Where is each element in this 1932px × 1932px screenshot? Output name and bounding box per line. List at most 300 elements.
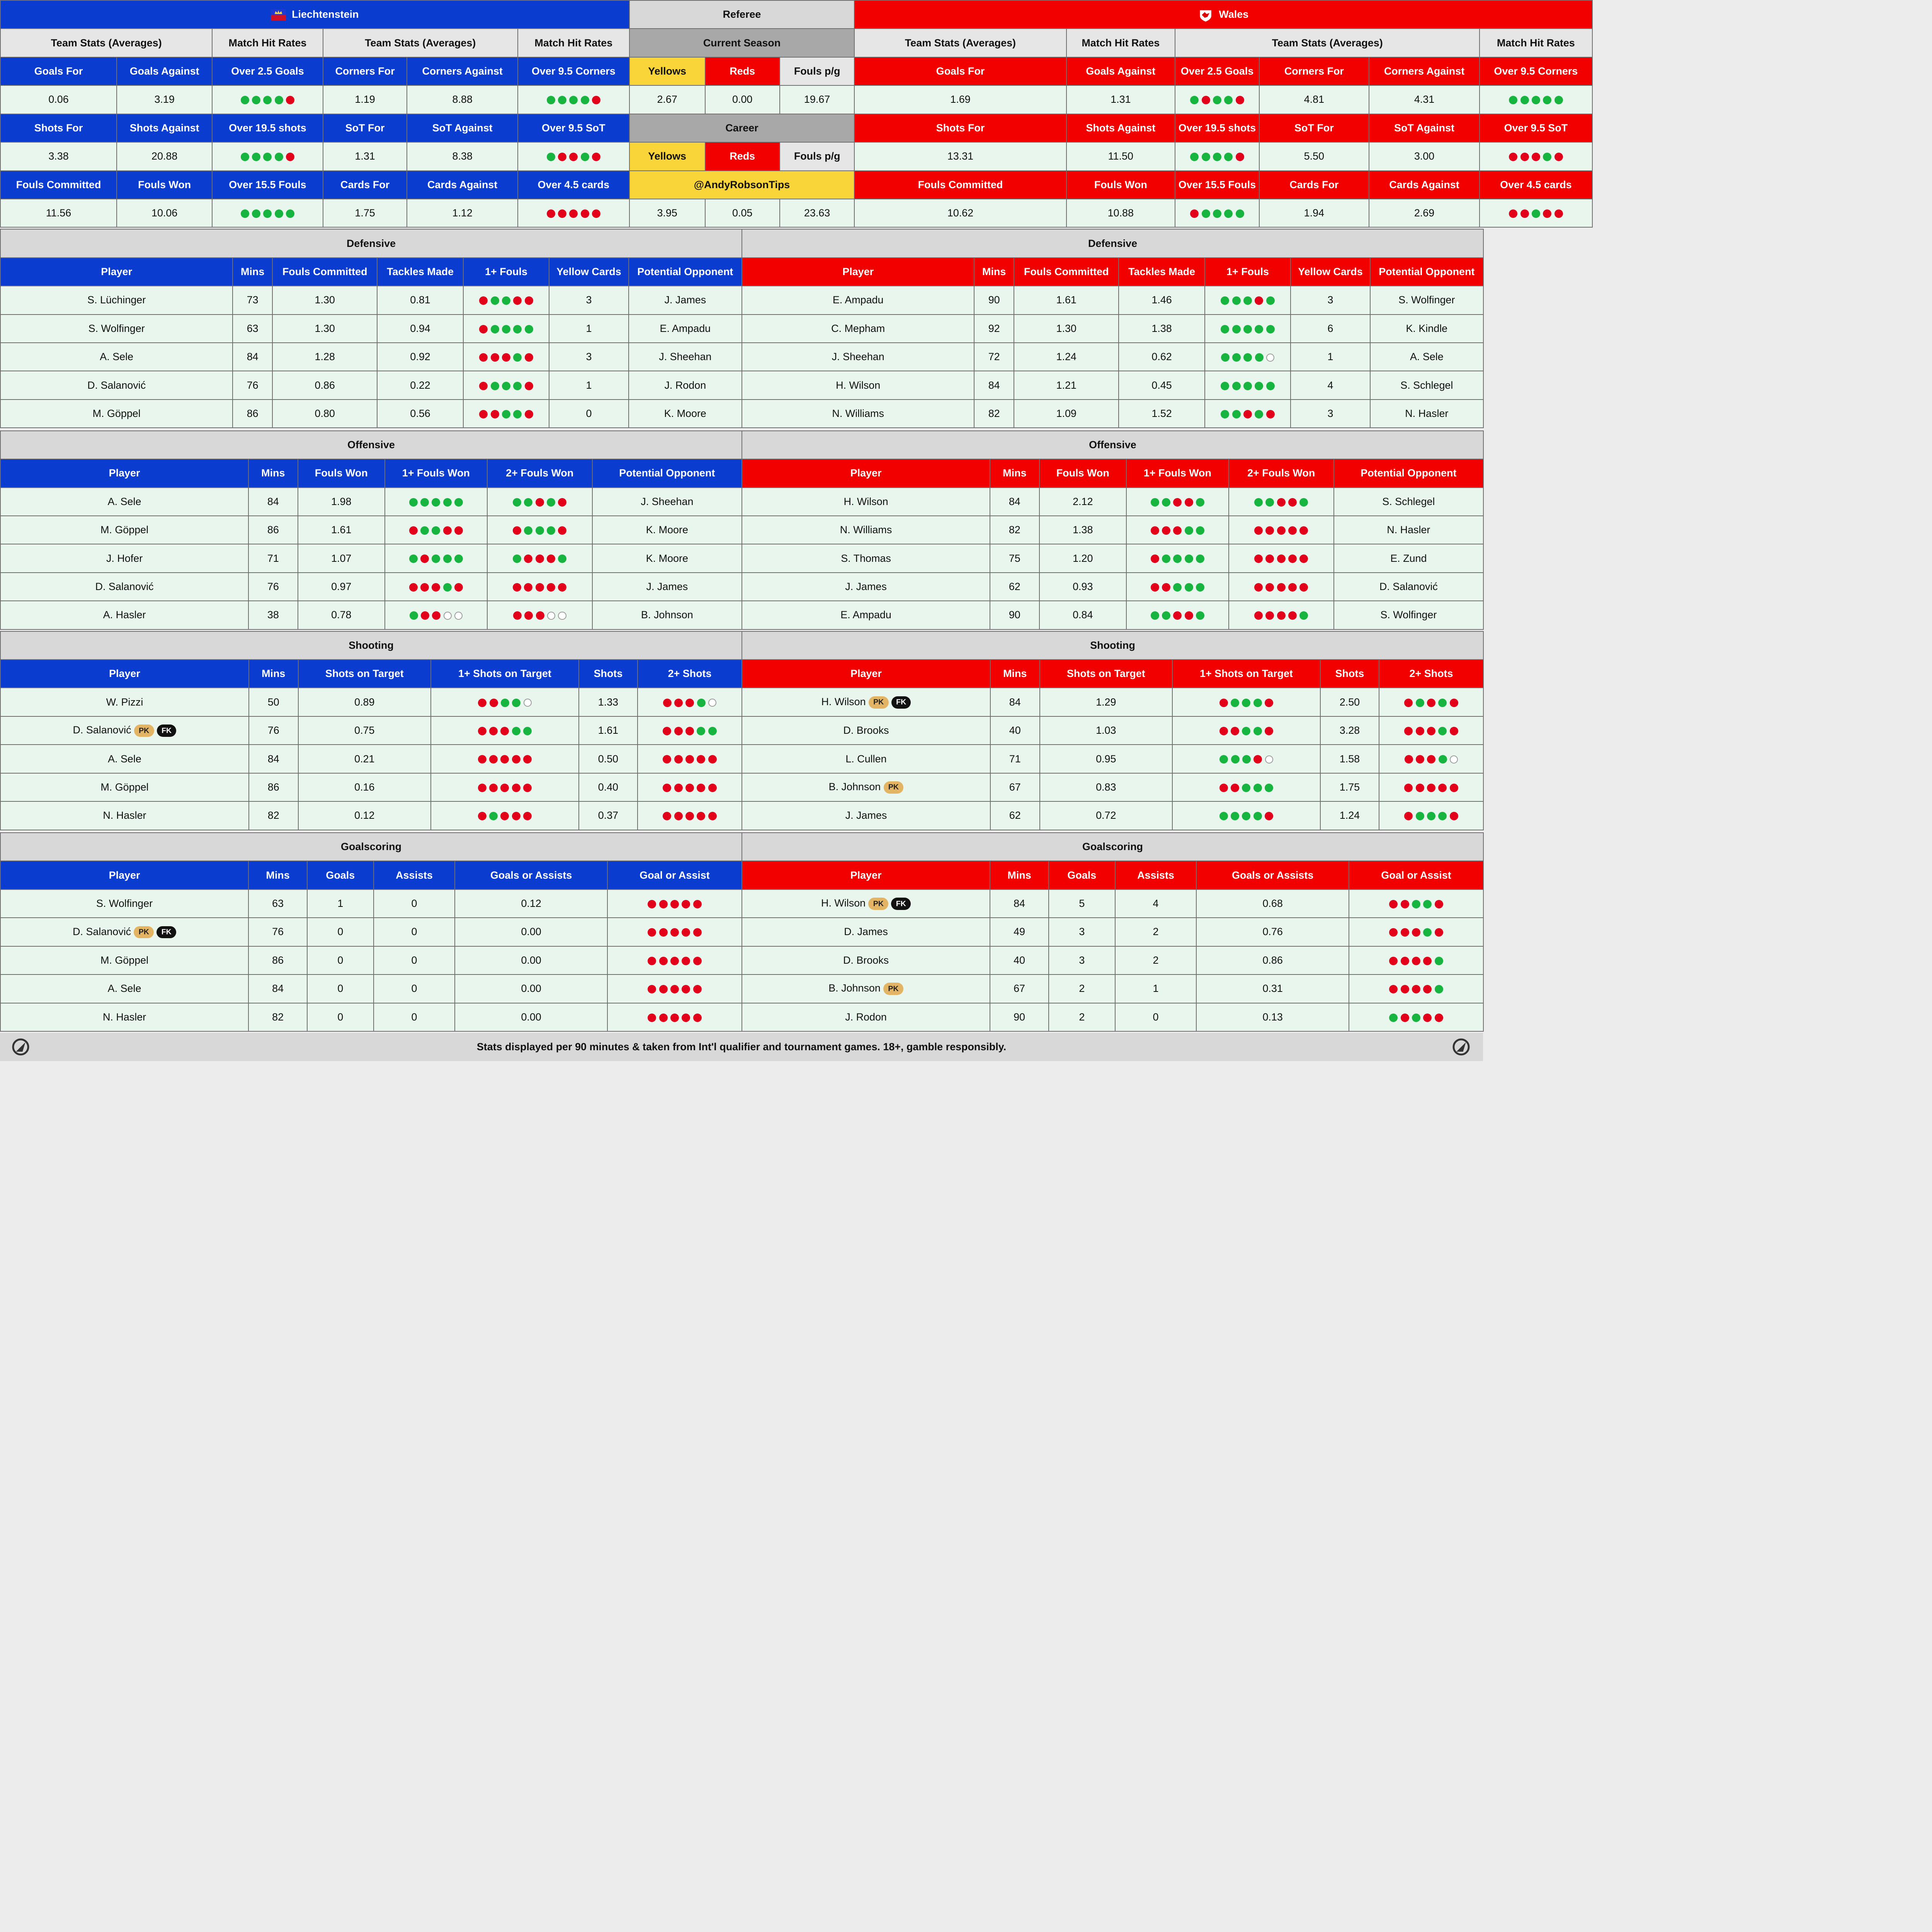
left-hit-rate	[518, 142, 629, 170]
miss-dot-icon	[1389, 900, 1398, 908]
miss-dot-icon	[1412, 957, 1420, 965]
defensive-column-header: Potential Opponent	[1370, 258, 1483, 286]
hit-rate-dots	[1509, 153, 1563, 161]
hit-rate-dots	[1389, 985, 1443, 993]
left-stat-header: Goals Against	[117, 57, 212, 85]
hit-dot-icon	[1196, 583, 1204, 592]
miss-dot-icon	[1389, 928, 1398, 937]
player-name: D. Salanović	[0, 371, 233, 399]
miss-dot-icon	[489, 755, 498, 764]
stat-cell: 3	[1291, 286, 1370, 314]
hit-rate-cell	[638, 716, 742, 745]
offensive-column-header: Potential Opponent	[592, 459, 742, 487]
miss-dot-icon	[1185, 498, 1193, 507]
hit-dot-icon	[1254, 498, 1263, 507]
left-stat-value: 11.56	[0, 199, 117, 227]
table-row	[0, 773, 742, 801]
table-row	[742, 601, 1483, 629]
miss-dot-icon	[1299, 526, 1308, 535]
hit-rate-dots	[1254, 554, 1308, 563]
hit-dot-icon	[1219, 812, 1228, 820]
stat-cell: K. Kindle	[1370, 315, 1483, 343]
hit-dot-icon	[252, 153, 260, 161]
hit-dot-icon	[558, 554, 566, 563]
hit-dot-icon	[263, 209, 272, 218]
stat-cell: 82	[248, 1003, 307, 1031]
hit-dot-icon	[1221, 296, 1229, 305]
hit-rate-dots	[1221, 382, 1274, 390]
miss-dot-icon	[1236, 96, 1244, 104]
hit-rate-cell	[385, 601, 487, 629]
stat-cell: 0.68	[1196, 889, 1349, 918]
table-row	[742, 315, 1483, 343]
hit-rate-cell	[385, 488, 487, 516]
hit-dot-icon	[513, 382, 522, 390]
hit-dot-icon	[1266, 325, 1275, 333]
left-team-stats-label-2: Team Stats (Averages)	[323, 29, 518, 57]
player-name: J. Rodon	[845, 1011, 887, 1023]
hit-rate-dots	[1405, 755, 1458, 764]
hit-rate-cell	[638, 801, 742, 830]
miss-dot-icon	[648, 985, 656, 993]
miss-dot-icon	[1450, 727, 1458, 735]
right-shooting-table	[742, 631, 1484, 830]
penalty-taker-badge: PK	[884, 781, 904, 794]
miss-dot-icon	[443, 526, 452, 535]
left-stat-header: Over 4.5 cards	[518, 171, 629, 199]
left-hit-rate	[212, 199, 323, 227]
player-name: A. Sele	[108, 753, 141, 765]
goalscoring-column-header: Goal or Assist	[1349, 861, 1483, 889]
hit-dot-icon	[491, 296, 499, 305]
miss-dot-icon	[708, 784, 717, 792]
table-row	[0, 371, 742, 399]
left-stat-header: Over 2.5 Goals	[212, 57, 323, 85]
miss-dot-icon	[1404, 727, 1413, 735]
referee-label: Referee	[629, 0, 855, 29]
miss-dot-icon	[1255, 296, 1263, 305]
right-hit-rate	[1175, 199, 1259, 227]
stat-cell: 84	[249, 745, 298, 773]
miss-dot-icon	[685, 812, 694, 820]
hit-dot-icon	[1221, 325, 1229, 333]
miss-dot-icon	[1412, 985, 1420, 993]
stat-cell: 1.20	[1039, 544, 1126, 572]
miss-dot-icon	[478, 727, 486, 735]
stat-cell: 0.40	[579, 773, 638, 801]
miss-dot-icon	[1265, 526, 1274, 535]
stat-cell: 63	[233, 315, 272, 343]
hit-dot-icon	[1151, 611, 1159, 620]
shooting-column-header: Shots	[579, 660, 638, 688]
miss-dot-icon	[1520, 153, 1529, 161]
defensive-section-title: Defensive	[0, 229, 742, 257]
miss-dot-icon	[1509, 209, 1517, 218]
miss-dot-icon	[1423, 1014, 1432, 1022]
stat-cell: 84	[990, 488, 1039, 516]
hit-dot-icon	[432, 498, 440, 507]
stat-cell: 0.78	[298, 601, 385, 629]
table-row	[742, 516, 1483, 544]
right-stat-header: Over 9.5 Corners	[1480, 57, 1592, 85]
miss-dot-icon	[490, 699, 498, 707]
right-stat-header: Shots Against	[1066, 114, 1175, 142]
miss-dot-icon	[432, 611, 440, 620]
right-stat-header: Over 2.5 Goals	[1175, 57, 1259, 85]
right-hit-rate	[1480, 142, 1592, 170]
hit-rate-dots	[1389, 900, 1443, 908]
penalty-taker-badge: PK	[134, 926, 154, 939]
hit-dot-icon	[1231, 812, 1239, 820]
hit-dot-icon	[513, 325, 522, 333]
miss-dot-icon	[421, 611, 429, 620]
hit-dot-icon	[432, 554, 440, 563]
hit-rate-dots	[1219, 755, 1273, 764]
stat-cell: 0	[374, 889, 455, 918]
right-stat-header: SoT For	[1259, 114, 1369, 142]
table-row	[0, 544, 742, 572]
free-kick-taker-badge: FK	[891, 898, 911, 910]
hit-rate-cell	[385, 544, 487, 572]
stat-cell: 2.12	[1039, 488, 1126, 516]
stat-cell: 86	[249, 773, 298, 801]
miss-dot-icon	[1253, 755, 1262, 764]
table-row	[0, 573, 742, 601]
stat-cell: 84	[990, 688, 1040, 716]
stat-cell: 86	[248, 946, 307, 975]
hit-rate-dots	[1404, 812, 1458, 820]
empty-dot-icon	[524, 699, 532, 707]
miss-dot-icon	[693, 957, 702, 965]
miss-dot-icon	[513, 583, 521, 592]
hit-dot-icon	[454, 498, 463, 507]
player-name: S. Lüchinger	[0, 286, 233, 314]
stat-cell: 1	[549, 371, 628, 399]
right-stat-header: Fouls Won	[1066, 171, 1175, 199]
hit-dot-icon	[420, 526, 429, 535]
empty-dot-icon	[1265, 755, 1273, 764]
hit-dot-icon	[1543, 153, 1551, 161]
hit-dot-icon	[512, 699, 520, 707]
stat-cell: 0.22	[377, 371, 463, 399]
hit-rate-dots	[663, 812, 716, 820]
player-name: M. Göppel	[100, 954, 149, 966]
stat-cell: 1.30	[272, 315, 377, 343]
miss-dot-icon	[1266, 410, 1275, 418]
hit-rate-cell	[638, 688, 742, 716]
right-hit-rate	[1175, 142, 1259, 170]
hit-dot-icon	[1202, 209, 1210, 218]
right-stat-value: 1.69	[854, 85, 1066, 114]
miss-dot-icon	[1532, 153, 1540, 161]
hit-dot-icon	[1509, 96, 1517, 104]
miss-dot-icon	[1405, 755, 1413, 764]
referee-current-value: 0.00	[705, 85, 780, 114]
stat-cell: 6	[1291, 315, 1370, 343]
stat-cell: 90	[990, 1003, 1049, 1031]
miss-dot-icon	[1219, 727, 1228, 735]
empty-dot-icon	[444, 612, 452, 620]
right-stat-header: Goals Against	[1066, 57, 1175, 85]
shooting-column-header: 2+ Shots	[638, 660, 742, 688]
miss-dot-icon	[1416, 727, 1424, 735]
hit-rate-dots	[1389, 957, 1443, 965]
player-name: A. Hasler	[0, 601, 248, 629]
hit-dot-icon	[1185, 526, 1193, 535]
penalty-taker-badge: PK	[883, 983, 903, 995]
player-cell	[742, 946, 990, 975]
stat-cell: 0.72	[1040, 801, 1173, 830]
left-stat-value: 3.38	[0, 142, 117, 170]
hit-dot-icon	[524, 498, 532, 507]
hit-rate-dots	[478, 812, 532, 820]
miss-dot-icon	[693, 900, 702, 908]
hit-dot-icon	[502, 410, 510, 418]
stat-cell: 0	[374, 975, 455, 1003]
miss-dot-icon	[1277, 554, 1286, 563]
table-row	[742, 573, 1483, 601]
stat-cell: 2	[1049, 975, 1115, 1003]
right-stat-value: 1.31	[1066, 85, 1175, 114]
left-hit-rate	[212, 142, 323, 170]
miss-dot-icon	[1435, 900, 1443, 908]
stat-cell: 0.86	[272, 371, 377, 399]
stat-cell: 0.92	[377, 343, 463, 371]
stat-cell: 0	[307, 946, 374, 975]
hit-dot-icon	[1213, 209, 1221, 218]
hit-rate-dots	[1509, 96, 1563, 104]
miss-dot-icon	[1219, 699, 1228, 707]
left-stat-value: 1.12	[407, 199, 517, 227]
miss-dot-icon	[512, 812, 520, 820]
right-stat-value: 2.69	[1369, 199, 1480, 227]
left-team-stats-label: Team Stats (Averages)	[0, 29, 212, 57]
player-name: S. Wolfinger	[0, 315, 233, 343]
shooting-column-header: 1+ Shots on Target	[431, 660, 579, 688]
right-stat-value: 5.50	[1259, 142, 1369, 170]
hit-rate-dots	[479, 325, 533, 333]
miss-dot-icon	[558, 498, 566, 507]
miss-dot-icon	[648, 1014, 656, 1022]
referee-header: Fouls p/g	[780, 57, 854, 85]
miss-dot-icon	[479, 296, 488, 305]
miss-dot-icon	[512, 755, 520, 764]
defensive-column-header: Fouls Committed	[1014, 258, 1119, 286]
stat-cell: J. Sheehan	[629, 343, 742, 371]
miss-dot-icon	[558, 583, 566, 592]
miss-dot-icon	[648, 900, 656, 908]
hit-rate-dots	[241, 153, 294, 161]
player-name: C. Mepham	[742, 315, 974, 343]
hit-dot-icon	[1423, 928, 1432, 937]
stat-cell: 1.38	[1119, 315, 1204, 343]
left-stat-header: Corners For	[323, 57, 407, 85]
right-stat-value: 4.31	[1369, 85, 1480, 114]
hit-rate-dots	[478, 755, 532, 764]
stat-cell: 3.28	[1320, 716, 1379, 745]
hit-dot-icon	[1232, 353, 1241, 362]
left-shooting-table	[0, 631, 742, 830]
right-team-banner	[854, 0, 1592, 29]
left-stat-header: Over 9.5 Corners	[518, 57, 629, 85]
miss-dot-icon	[708, 812, 717, 820]
stat-cell: 1	[1291, 343, 1370, 371]
hit-dot-icon	[1438, 727, 1447, 735]
hit-dot-icon	[1224, 209, 1233, 218]
miss-dot-icon	[1231, 784, 1239, 792]
table-row	[0, 688, 742, 716]
hit-dot-icon	[697, 699, 706, 707]
stat-cell: 1.03	[1040, 716, 1173, 745]
miss-dot-icon	[1299, 554, 1308, 563]
hit-rate-cell	[1172, 716, 1320, 745]
shooting-column-header: 1+ Shots on Target	[1172, 660, 1320, 688]
shooting-column-header: Shots on Target	[1040, 660, 1173, 688]
offensive-column-header: Fouls Won	[1039, 459, 1126, 487]
hit-dot-icon	[1162, 611, 1170, 620]
referee-header: Reds	[705, 142, 780, 170]
defensive-column-header: Tackles Made	[1119, 258, 1204, 286]
hit-rate-dots	[1151, 583, 1204, 592]
hit-rate-cell	[385, 516, 487, 544]
goalscoring-column-header: Player	[742, 861, 990, 889]
miss-dot-icon	[1412, 928, 1420, 937]
hit-rate-dots	[513, 526, 566, 535]
miss-dot-icon	[420, 583, 429, 592]
hit-rate-cell	[487, 601, 592, 629]
offensive-section-title: Offensive	[742, 431, 1483, 459]
miss-dot-icon	[536, 498, 544, 507]
free-kick-taker-badge: FK	[157, 724, 177, 737]
player-name: M. Göppel	[100, 781, 149, 793]
stat-cell: 0.97	[298, 573, 385, 601]
hit-dot-icon	[1412, 1014, 1420, 1022]
offensive-section-title: Offensive	[0, 431, 742, 459]
crown-flag-icon	[271, 9, 286, 20]
referee-career-value: 3.95	[629, 199, 705, 227]
left-stat-value: 1.75	[323, 199, 407, 227]
player-name: H. Wilson	[821, 897, 866, 909]
miss-dot-icon	[674, 727, 683, 735]
table-row	[742, 343, 1483, 371]
hit-dot-icon	[1242, 755, 1251, 764]
left-stat-value: 3.19	[117, 85, 212, 114]
miss-dot-icon	[1427, 755, 1435, 764]
hit-dot-icon	[581, 96, 589, 104]
stat-cell: 86	[233, 400, 272, 428]
hit-rate-dots	[1389, 1014, 1443, 1022]
hit-rate-cell	[1379, 688, 1483, 716]
hit-dot-icon	[1236, 209, 1244, 218]
hit-dot-icon	[1265, 784, 1273, 792]
empty-dot-icon	[1266, 354, 1274, 362]
hit-dot-icon	[286, 209, 294, 218]
hit-rate-dots	[1221, 410, 1274, 418]
hit-rate-dots	[1219, 699, 1273, 707]
stat-cell: 40	[990, 946, 1049, 975]
stat-cell: 84	[233, 343, 272, 371]
miss-dot-icon	[479, 382, 488, 390]
left-stat-header: Fouls Won	[117, 171, 212, 199]
stat-cell: 1.61	[298, 516, 385, 544]
player-cell	[0, 1003, 248, 1031]
hit-dot-icon	[697, 727, 705, 735]
hit-rate-dots	[513, 554, 566, 563]
hit-dot-icon	[502, 296, 510, 305]
stat-cell: 2	[1115, 918, 1197, 946]
miss-dot-icon	[1404, 812, 1413, 820]
miss-dot-icon	[502, 353, 510, 362]
miss-dot-icon	[500, 784, 509, 792]
hit-rate-dots	[1389, 928, 1443, 937]
miss-dot-icon	[558, 153, 566, 161]
hit-dot-icon	[1255, 353, 1264, 362]
goalscoring-column-header: Goals or Assists	[1196, 861, 1349, 889]
stat-cell: D. Salanović	[1334, 573, 1483, 601]
right-stat-value: 13.31	[854, 142, 1066, 170]
hit-dot-icon	[513, 410, 522, 418]
miss-dot-icon	[500, 727, 509, 735]
stat-cell: K. Moore	[592, 516, 742, 544]
miss-dot-icon	[1389, 985, 1398, 993]
miss-dot-icon	[663, 699, 672, 707]
hit-dot-icon	[1253, 727, 1262, 735]
stat-cell: 40	[990, 716, 1040, 745]
player-name: D. Salanović	[73, 925, 131, 937]
miss-dot-icon	[1173, 611, 1182, 620]
left-stat-value: 10.06	[117, 199, 212, 227]
player-cell	[742, 918, 990, 946]
stat-cell: 84	[248, 488, 298, 516]
referee-current-value: 2.67	[629, 85, 705, 114]
stat-cell: 0	[307, 1003, 374, 1031]
hit-dot-icon	[1255, 382, 1263, 390]
miss-dot-icon	[1162, 583, 1170, 592]
player-name: E. Ampadu	[742, 601, 990, 629]
hit-dot-icon	[1427, 812, 1435, 820]
goalscoring-column-header: Goals	[1049, 861, 1115, 889]
hit-dot-icon	[1243, 382, 1252, 390]
hit-dot-icon	[1196, 498, 1204, 507]
player-cell	[0, 889, 248, 918]
hit-dot-icon	[1196, 611, 1204, 620]
hit-rate-dots	[1219, 812, 1273, 820]
hit-dot-icon	[1242, 727, 1250, 735]
miss-dot-icon	[523, 812, 532, 820]
miss-dot-icon	[479, 410, 488, 418]
miss-dot-icon	[478, 755, 486, 764]
hit-rate-cell	[1172, 801, 1320, 830]
table-row	[0, 946, 742, 975]
miss-dot-icon	[1401, 957, 1409, 965]
right-stat-header: Over 4.5 cards	[1480, 171, 1592, 199]
hit-dot-icon	[1520, 96, 1529, 104]
player-cell	[742, 801, 990, 830]
miss-dot-icon	[685, 699, 694, 707]
stat-cell: 0	[307, 975, 374, 1003]
miss-dot-icon	[1435, 1014, 1443, 1022]
miss-dot-icon	[1190, 209, 1199, 218]
stat-cell: 0.37	[579, 801, 638, 830]
miss-dot-icon	[523, 755, 532, 764]
miss-dot-icon	[1236, 153, 1244, 161]
table-row	[0, 343, 742, 371]
stat-cell: 73	[233, 286, 272, 314]
miss-dot-icon	[1151, 526, 1159, 535]
hit-dot-icon	[1221, 410, 1229, 418]
hit-rate-cell	[1126, 488, 1229, 516]
shooting-column-header: Player	[0, 660, 249, 688]
